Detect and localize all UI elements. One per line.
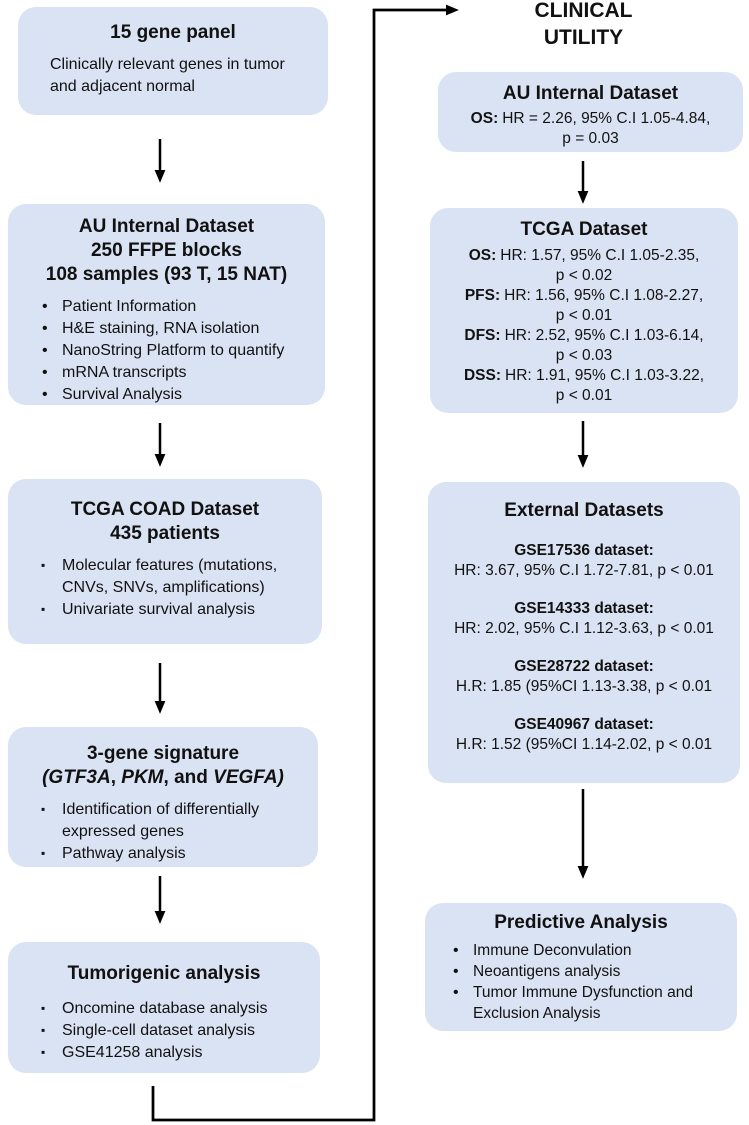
list-item: ▪ Univariate survival analysis xyxy=(40,599,314,621)
box-title: Predictive Analysis xyxy=(494,912,668,933)
box-title: 15 gene panel xyxy=(110,22,236,43)
clinical-utility-line2: UTILITY xyxy=(543,26,624,49)
box-title: External Datasets xyxy=(504,500,664,521)
box-title: AU Internal Dataset xyxy=(502,83,679,104)
dataset-group: GSE28722 dataset: H.R: 1.85 (95%CI 1.13-3.38, p < 0.01 xyxy=(455,658,713,695)
box-title: TCGA Dataset xyxy=(520,219,648,240)
list-item: ▪ GSE41258 analysis xyxy=(40,1042,312,1064)
stat-block: OS: HR: 1.57, 95% C.I 1.05-2.35, p < 0.02 PFS: HR: 1.56, 95% C.I 1.08-2.27, p < 0.01 DFS: HR: 2.52, 95% C.I 1.03-6.14, p < 0.03 DSS: HR: 1.91, 95% C.I 1.03-3.22, p < 0.01 xyxy=(463,247,705,404)
bullet-list xyxy=(8,555,322,621)
box-title: AU Internal Dataset 250 FFPE blocks 108 samples (93 T, 15 NAT) xyxy=(45,216,288,285)
gene-list-line: (GTF3A, PKM, and VEGFA) xyxy=(42,767,284,788)
list-item: ▪ Molecular features (mutations, CNVs, SNVs, amplifications) xyxy=(40,555,314,599)
dataset-group: GSE14333 dataset: HR: 2.02, 95% C.I 1.12-3.63, p < 0.01 xyxy=(454,600,714,637)
list-item: • Tumor Immune Dysfunction and Exclusion Analysis xyxy=(451,982,729,1024)
list-item: ▪ Pathway analysis xyxy=(40,843,310,865)
list-item: • Patient Information xyxy=(40,296,317,318)
box-predictive-analysis xyxy=(425,903,737,1031)
dataset-group: GSE17536 dataset: HR: 3.67, 95% C.I 1.72-7.81, p < 0.01 xyxy=(454,542,714,579)
list-item: ▪ Single-cell dataset analysis xyxy=(40,1020,312,1042)
box-title: 3-gene signature (GTF3A, PKM, and VEGFA) xyxy=(8,742,318,790)
clinical-utility-heading xyxy=(427,0,740,51)
box-au-internal-dataset xyxy=(8,204,325,405)
stat-block: OS: HR = 2.26, 95% C.I 1.05-4.84, p = 0.03 xyxy=(470,110,711,147)
list-item: ▪ Oncomine database analysis xyxy=(40,998,312,1020)
list-item: • Immune Deconvulation xyxy=(451,940,729,961)
bullet-list xyxy=(8,998,320,1064)
list-item: • H&E staining, RNA isolation xyxy=(40,318,317,340)
list-item: • Neoantigens analysis xyxy=(451,961,729,982)
box-body-text: Clinically relevant genes in tumor and adjacent normal xyxy=(50,56,285,95)
box-tcga-coad-dataset xyxy=(8,479,322,644)
bullet-list xyxy=(425,940,737,1024)
box-clinical-tcga-dataset xyxy=(430,208,738,413)
box-tumorigenic-analysis xyxy=(8,942,320,1073)
clinical-utility-line1: CLINICAL xyxy=(534,0,633,22)
box-clinical-au-internal-dataset xyxy=(438,72,743,152)
box-title: Tumorigenic analysis xyxy=(67,963,261,984)
dataset-group: GSE40967 dataset: H.R: 1.52 (95%CI 1.14-2.02, p < 0.01 xyxy=(455,716,713,753)
box-3-gene-signature xyxy=(8,727,318,867)
box-title: TCGA COAD Dataset 435 patients xyxy=(70,499,260,544)
list-item: ▪ Identification of differentially expressed genes xyxy=(40,799,310,843)
list-item: • NanoString Platform to quantify xyxy=(40,340,317,362)
bullet-list xyxy=(8,799,318,865)
list-item: • mRNA transcripts xyxy=(40,362,317,384)
bullet-list xyxy=(8,296,325,406)
list-item: • Survival Analysis xyxy=(40,384,317,406)
box-15-gene-panel xyxy=(18,7,328,115)
box-external-datasets xyxy=(428,482,740,783)
